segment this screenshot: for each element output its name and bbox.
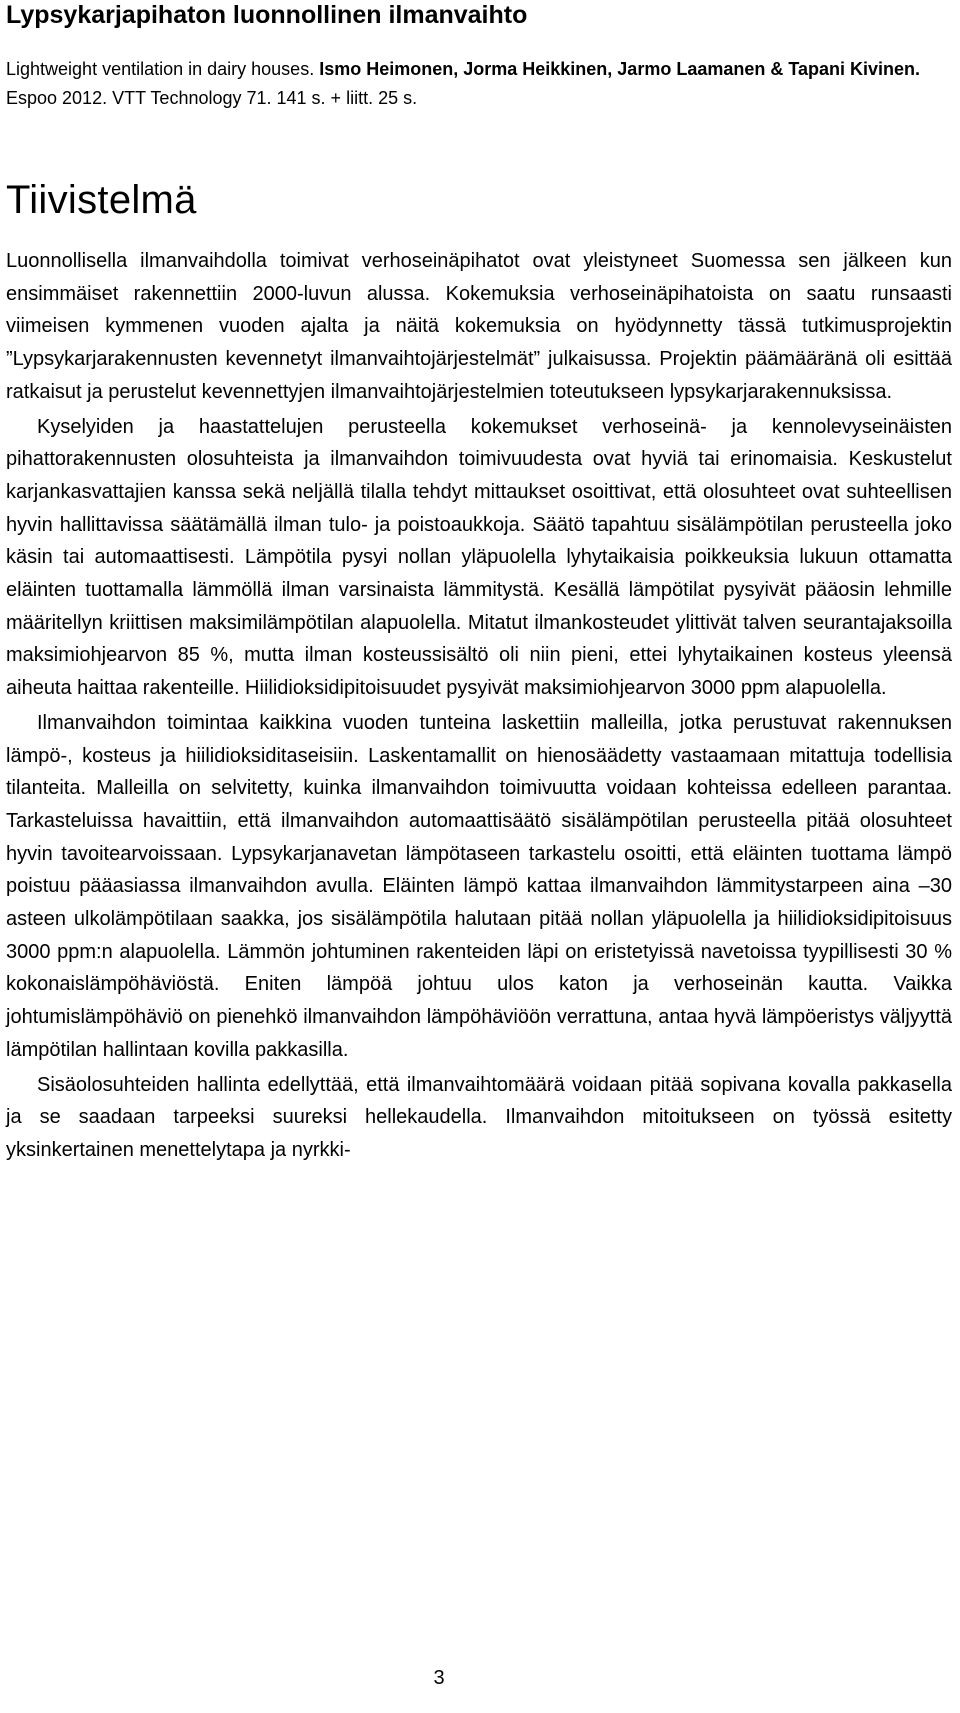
- citation-prefix: Lightweight ventilation in dairy houses.: [6, 59, 320, 79]
- abstract-paragraph: Ilmanvaihdon toimintaa kaikkina vuoden tunteina laskettiin malleilla, jotka perustuvat rakennuksen lämpö-, kosteus ja hiilidioksiditaseisiin. Laskentamallit on hienosäädetty vastaamaan mitattuja todellisia tilanteita. Malleilla on selvitetty, kuinka ilmanvaihdon toimivuutta voidaan kohteissa edelleen parantaa. Tarkasteluissa havaittiin, että ilmanvaihdon automaattisäätö sisälämpötilan perusteella pitää olosuhteet hyvin tavoitearvoissaan. Lypsykarjanavetan lämpötaseen tarkastelu osoitti, että eläinten tuottama lämpö poistuu pääasiassa ilmanvaihdon avulla. Eläinten lämpö kattaa ilmanvaihdon lämmitystarpeen aina –30 asteen ulkolämpötilaan saakka, jos sisälämpötila halutaan pitää nollan yläpuolella ja hiilidioksidipitoisuus 3000 ppm:n alapuolella. Lämmön johtuminen rakenteiden läpi on eristetyissä navetoissa tyypillisesti 30 % kokonaislämpöhäviöstä. Eniten lämpöä johtuu ulos katon ja verhoseinän kautta. Vaikka johtumislämpöhäviö on pienehkö ilmanvaihdon lämpöhäviöön verrattuna, antaa hyvä lämpöeristys väljyyttä lämpötilan hallintaan kovilla pakkasilla.: [6, 711, 952, 1061]
- document-title: Lypsykarjapihaton luonnollinen ilmanvaihto: [6, 1, 528, 29]
- citation-authors: Ismo Heimonen, Jorma Heikkinen, Jarmo Laamanen & Tapani Kivinen.: [319, 59, 921, 79]
- abstract-paragraph: Kyselyiden ja haastattelujen perusteella kokemukset verhoseinä- ja kennolevyseinäisten pihattorakennusten olosuhteista ja ilmanvaihdon toimivuudesta ovat hyviä tai erinomaisia. Keskustelut karjankasvattajien kanssa sekä neljällä tilalla tehdyt mittaukset osoittivat, että olosuhteet ovat suhteellisen hyvin hallittavissa säätämällä ilman tulo- ja poistoaukkoja. Säätö tapahtuu sisälämpötilan perusteella joko käsin tai automaattisesti. Lämpötila pysyi nollan yläpuolella lyhytaikaisia poikkeuksia lukuun ottamatta eläinten tuottamalla lämmöllä ilman varsinaista lämmitystä. Kesällä lämpötilat pysyivät pääosin lehmille määritellyn kriittisen maksimilämpötilan alapuolella. Mitatut ilmankosteudet ylittivät talven seurantajaksoilla maksimiohjearvon 85 %, mutta ilman kosteussisältö oli niin pieni, ettei lyhytaikainen kosteus yleensä aiheuta haittaa rakenteille. Hiilidioksidipitoisuudet pysyivät maksimiohjearvon 3000 ppm alapuolella.: [6, 415, 952, 700]
- abstract-paragraph: Sisäolosuhteiden hallinta edellyttää, että ilmanvaihtomäärä voidaan pitää sopivana kovalla pakkasella ja se saadaan tarpeeksi suureksi hellekaudella. Ilmanvaihdon mitoitukseen on työssä esitetty yksinkertainen menettelytapa ja nyrkki-: [6, 1073, 952, 1161]
- page-number: 3: [433, 1667, 445, 1689]
- document-page: [6, 0, 952, 1167]
- section-heading: Tiivistelmä: [6, 178, 197, 222]
- abstract-paragraph: Luonnollisella ilmanvaihdolla toimivat verhoseinäpihatot ovat yleistyneet Suomessa sen jälkeen kun ensimmäiset rakennettiin 2000-luvun alussa. Kokemuksia verhoseinäpihatoista on saatu runsaasti viimeisen kymmenen vuoden ajalta ja näitä kokemuksia on hyödynnetty tässä tutkimusprojektin ”Lypsykarjarakennusten kevennetyt ilmanvaihtojärjestelmät” julkaisussa. Projektin päämääränä oli esittää ratkaisut ja perustelut kevennettyjen ilmanvaihtojärjestelmien toteutukseen lypsykarjarakennuksissa.: [6, 250, 952, 403]
- citation-suffix: Espoo 2012. VTT Technology 71. 141 s. + liitt. 25 s.: [6, 88, 418, 108]
- abstract-body: [6, 245, 952, 1167]
- citation: [6, 55, 952, 113]
